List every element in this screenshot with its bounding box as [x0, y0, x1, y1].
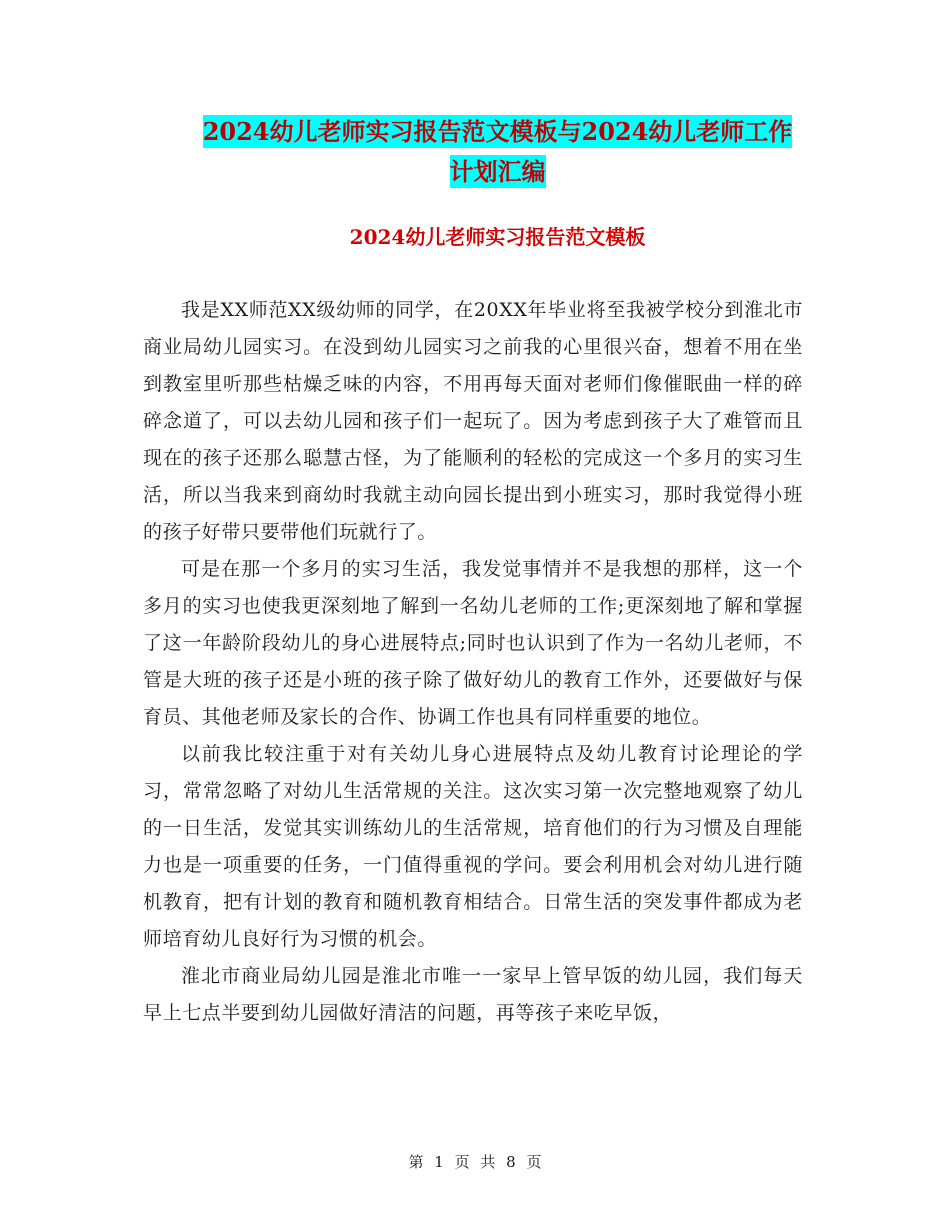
- paragraph-3: 以前我比较注重于对有关幼儿身心进展特点及幼儿教育讨论理论的学习，常常忽略了对幼儿生活常规的关注。这次实习第一次完整地观察了幼儿的一日生活，发觉其实训练幼儿的生活常规，培育他们的行为习惯及自理能力也是一项重要的任务，一门值得重视的学问。要会利用机会对幼儿进行随机教育，把有计划的教育和随机教育相结合。日常生活的突发事件都成为老师培育幼儿良好行为习惯的机会。: [143, 743, 803, 950]
- document-title-line-2: 计划汇编: [449, 157, 546, 186]
- paragraph-1: 我是XX师范XX级幼师的同学，在20XX年毕业将至我被学校分到淮北市商业局幼儿园实习。在没到幼儿园实习之前我的心里很兴奋，想着不用在坐到教室里听那些枯燥乏味的内容，不用再每天面对老师们像催眠曲一样的碎碎念道了，可以去幼儿园和孩子们一起玩了。因为考虑到孩子大了难管而且现在的孩子还那么聪慧古怪，为了能顺利的轻松的完成这一个多月的实习生活，所以当我来到商幼时我就主动向园长提出到小班实习，那时我觉得小班的孩子好带只要带他们玩就行了。: [143, 299, 803, 543]
- document-title: [140, 112, 855, 192]
- paragraph-2: 可是在那一个多月的实习生活，我发觉事情并不是我想的那样，这一个多月的实习也使我更深刻地了解到一名幼儿老师的工作;更深刻地了解和掌握了这一年龄阶段幼儿的身心进展特点;同时也认识到了作为一名幼儿老师，不管是大班的孩子还是小班的孩子除了做好幼儿的教育工作外，还要做好与保育员、其他老师及家长的合作、协调工作也具有同样重要的地位。: [143, 558, 803, 728]
- paragraph-4: 淮北市商业局幼儿园是淮北市唯一一家早上管早饭的幼儿园，我们每天早上七点半要到幼儿园做好清洁的问题，再等孩子来吃早饭，: [143, 965, 803, 1024]
- document-title-line-1: 2024幼儿老师实习报告范文模板与2024幼儿老师工作: [202, 117, 793, 146]
- document-body: [143, 292, 803, 1032]
- section-title: 2024幼儿老师实习报告范文模板: [349, 225, 646, 249]
- page-number-footer: 第 1 页 共 8 页: [408, 1153, 542, 1171]
